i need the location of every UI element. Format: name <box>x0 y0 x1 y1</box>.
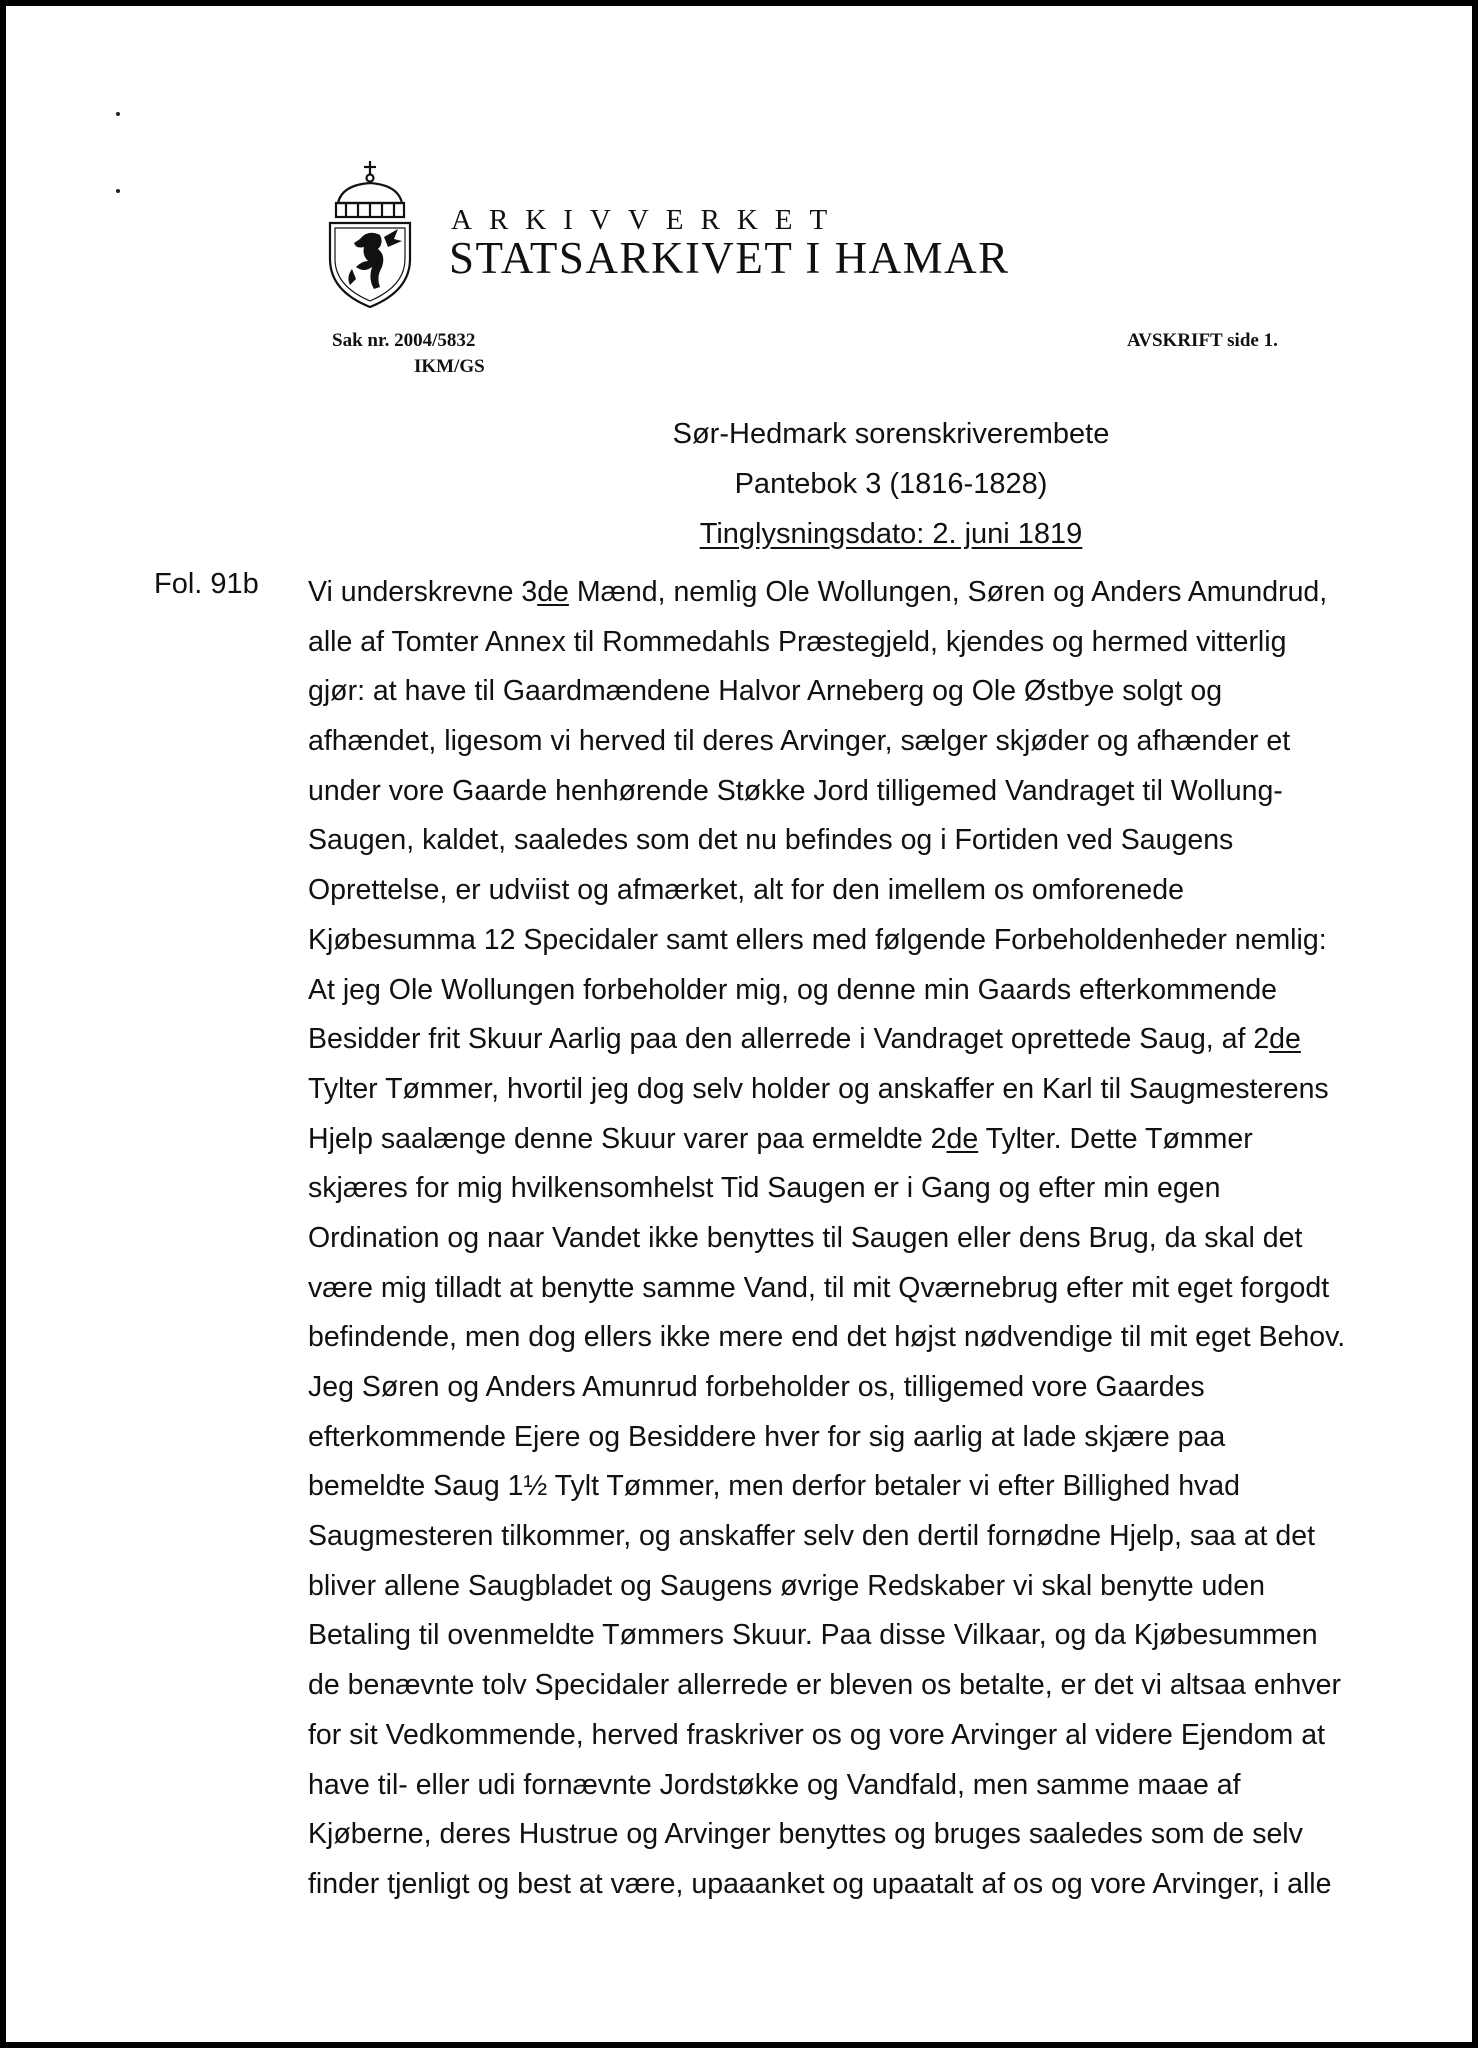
text-line <box>308 1562 1345 1612</box>
text-segment: Vi underskrevne 3 <box>308 576 538 608</box>
text-segment: bliver allene Saugbladet og Saugens øvrige Redskaber vi skal benytte uden <box>308 1569 1265 1602</box>
text-line <box>308 866 1345 916</box>
document-page <box>6 6 1472 2042</box>
registration-date <box>6 518 1472 551</box>
case-number: Sak nr. 2004/5832 <box>332 330 476 351</box>
coat-of-arms-icon <box>324 159 416 309</box>
text-segment: være mig tilladt at benytte samme Vand, til mit Qværnebrug efter mit eget forgodt <box>308 1271 1330 1304</box>
text-segment: Mænd, nemlig Ole Wollungen, Søren og Anders Amundrud, <box>568 576 1328 608</box>
text-line <box>308 1810 1345 1860</box>
text-line <box>308 1860 1345 1910</box>
text-segment: for sit Vedkommende, herved fraskriver os og vore Arvinger al videre Ejendom at <box>308 1718 1325 1751</box>
copy-page-label: AVSKRIFT side 1. <box>1127 330 1278 351</box>
text-segment: Hjelp saalænge denne Skuur varer paa ermeldte 2 <box>308 1122 947 1155</box>
text-line <box>308 1413 1345 1463</box>
text-segment: gjør: at have til Gaardmændene Halvor Arneberg og Ole Østbye solgt og <box>308 675 1223 708</box>
book-title: Pantebok 3 (1816-1828) <box>734 468 1048 500</box>
text-line <box>308 618 1345 668</box>
text-segment: efterkommende Ejere og Besiddere hver for sig aarlig at lade skjære paa <box>308 1420 1226 1453</box>
text-line <box>308 1214 1345 1264</box>
text-line <box>308 568 1345 618</box>
text-line <box>308 1611 1345 1661</box>
text-segment: Besidder frit Skuur Aarlig paa den allerrede i Vandraget oprettede Saug, af 2 <box>308 1023 1270 1056</box>
text-segment: skjæres for mig hvilkensomhelst Tid Saugen er i Gang og efter min egen <box>308 1172 1221 1205</box>
text-segment: Kjøberne, deres Hustrue og Arvinger benyttes og bruges saaledes som de selv <box>308 1818 1303 1851</box>
text-segment: under vore Gaarde henhørende Støkke Jord tilligemed Vandraget til Wollung- <box>308 774 1283 807</box>
text-segment: Saugmesteren tilkommer, og anskaffer selv den dertil fornødne Hjelp, saa at det <box>308 1520 1316 1553</box>
text-line <box>308 1363 1345 1413</box>
text-segment: Jeg Søren og Anders Amunrud forbeholder os, tilligemed vore Gaardes <box>308 1371 1205 1403</box>
text-line <box>308 1761 1345 1811</box>
ordinal-suffix: de <box>946 1122 979 1155</box>
text-line <box>308 767 1345 817</box>
text-segment: have til- eller udi fornævnte Jordstøkke og Vandfald, men samme maae af <box>308 1768 1241 1801</box>
text-line <box>308 1115 1345 1165</box>
text-segment: Saugen, kaldet, saaledes som det nu befindes og i Fortiden ved Saugens <box>308 824 1234 857</box>
text-segment: Tylter Tømmer, hvortil jeg dog selv holder og anskaffer en Karl til Saugmesterens <box>308 1072 1329 1105</box>
text-segment: Kjøbesumma 12 Specidaler samt ellers med følgende Forbeholdenheder nemlig: <box>308 923 1327 956</box>
text-segment: Oprettelse, er udviist og afmærket, alt for den imellem os omforenede <box>308 874 1184 907</box>
transcription-body <box>308 568 1345 1910</box>
text-line <box>308 816 1345 866</box>
text-segment: Ordination og naar Vandet ikke benyttes til Saugen eller dens Brug, da skal det <box>308 1221 1303 1254</box>
scan-speck-2 <box>116 189 120 193</box>
text-line <box>308 1065 1345 1115</box>
text-line <box>308 1015 1345 1065</box>
text-segment: afhændet, ligesom vi herved til deres Arvinger, sælger skjøder og afhænder et <box>308 725 1291 758</box>
text-line <box>308 667 1345 717</box>
text-line <box>308 1264 1345 1314</box>
text-line <box>308 966 1345 1016</box>
text-line <box>308 916 1345 966</box>
text-line <box>308 717 1345 767</box>
text-segment: de benævnte tolv Specidaler allerrede er bleven os betalte, er det vi altsaa enhver <box>308 1669 1341 1702</box>
text-segment: At jeg Ole Wollungen forbeholder mig, og denne min Gaards efterkommende <box>308 973 1278 1006</box>
text-segment: Betaling til ovenmeldte Tømmers Skuur. Paa disse Vilkaar, og da Kjøbesummen <box>308 1619 1318 1652</box>
text-segment: befindende, men dog ellers ikke mere end det højst nødvendige til mit eget Behov. <box>308 1321 1346 1354</box>
text-line <box>308 1661 1345 1711</box>
text-line <box>308 1512 1345 1562</box>
scan-speck-1 <box>116 112 120 116</box>
org-name-top: ARKIVVERKET <box>451 204 845 236</box>
text-line <box>308 1313 1345 1363</box>
folio-number: Fol. 91b <box>154 568 259 600</box>
court-name: Sør-Hedmark sorenskriverembete <box>672 418 1110 450</box>
ordinal-suffix: de <box>1269 1023 1301 1056</box>
text-segment: alle af Tomter Annex til Rommedahls Præstegjeld, kjendes og hermed vitterlig <box>308 625 1287 658</box>
text-line <box>308 1164 1345 1214</box>
text-segment: Tylter. Dette Tømmer <box>978 1122 1253 1155</box>
text-segment: bemeldte Saug 1½ Tylt Tømmer, men derfor betaler vi efter Billighed hvad <box>308 1470 1240 1503</box>
text-line <box>308 1711 1345 1761</box>
case-initials: IKM/GS <box>414 356 485 377</box>
registration-date-text: Tinglysningsdato: 2. juni 1819 <box>699 518 1083 550</box>
text-segment: finder tjenligt og best at være, upaaanket og upaatalt af os og vore Arvinger, i alle <box>308 1867 1332 1900</box>
ordinal-suffix: de <box>537 576 569 608</box>
text-line <box>308 1462 1345 1512</box>
org-name-main: STATSARKIVET I HAMAR <box>449 233 1010 283</box>
